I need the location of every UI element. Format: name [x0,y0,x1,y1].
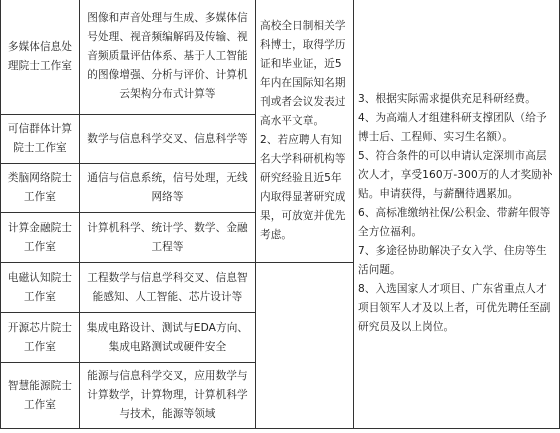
research-cell: 计算机科学、统计学、数学、金融工程等 [80,213,256,263]
qualification-item: 高校全日制相关学科博士，取得学历证和毕业证，近5年内在国际知名期刊或者会议发表过高水平文章。 [260,19,346,127]
research-cell: 工程数学与信息学科交叉、信息智能感知、人工智能、芯片设计等 [80,263,256,313]
benefit-item: 4、为高端人才组建科研支撑团队（给予博士后、工程师、实习生名额）。 [358,112,547,143]
benefits-cell [354,0,560,429]
qualification-item: 2、若应聘人有知名大学科研机构等研究经验且近5年内取得显著研究成果，可放宽并优先考虑。 [260,133,346,241]
research-cell: 图像和声音处理与生成、多媒体信号处理、视音频编解码及传输、视音频质量评估体系、基于人工智能的图像增强、分析与评价、计算机云架构分布式计算等 [80,0,256,115]
table-row [1,0,560,115]
lab-name-cell: 电磁认知院士工作室 [1,263,80,313]
benefit-item: 5、符合条件的可以申请认定深圳市高层次人才，享受160万-300万的人才奖励补贴。申请获得，与薪酬待遇累加。 [358,150,553,200]
lab-name-cell: 类脑网络院士工作室 [1,164,80,213]
lab-name-cell: 开源芯片院士工作室 [1,313,80,363]
lab-name-cell: 可信群体计算院士工作室 [1,115,80,164]
benefit-item: 7、多途径协助解决子女入学、住房等生活问题。 [358,245,547,276]
lab-name-cell: 智慧能源院士工作室 [1,363,80,429]
research-cell: 通信与信息系统，信号处理，无线网络等 [80,164,256,213]
lab-name-cell: 计算金融院士工作室 [1,213,80,263]
research-cell: 能源与信息科学交叉，应用数学与计算数学，计算物理，计算机科学与技术，能源等领域 [80,363,256,429]
research-cell: 数学与信息科学交叉、信息科学等 [80,115,256,164]
lab-name-cell: 多媒体信息处理院士工作室 [1,0,80,115]
benefit-item: 6、高标准缴纳社保/公积金、带薪年假等全方位福利。 [358,207,551,238]
empty-cell [256,263,354,429]
benefit-item: 8、入选国家人才项目、广东省重点人才项目领军人才及以上者，可优先聘任至副研究员及以上岗位。 [358,283,551,333]
research-cell: 集成电路设计、测试与EDA方向、集成电路测试或硬件安全 [80,313,256,363]
qualifications-cell [256,0,354,263]
benefit-item: 3、根据实际需求提供充足科研经费。 [358,93,536,105]
